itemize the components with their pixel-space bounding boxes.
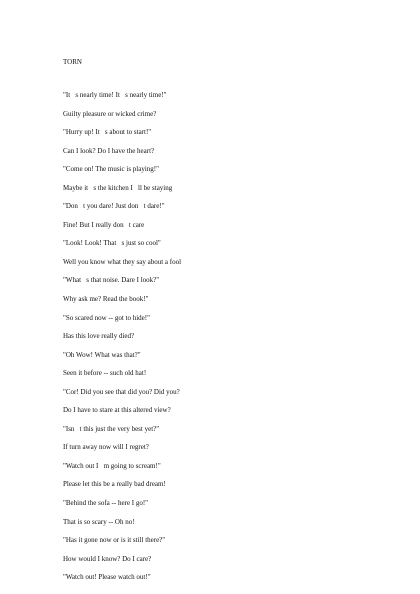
- poem-line: "Hurry up! It s about to start!": [63, 128, 152, 137]
- poem-line: "So scared now -- got to hide!": [63, 313, 150, 322]
- poem-line: "Come on! The music is playing!": [63, 165, 159, 174]
- poem-title: TORN: [63, 58, 82, 66]
- poem-line: "Isn t this just the very best yet?": [63, 424, 160, 433]
- poem-line: Maybe it s the kitchen I ll be staying: [63, 183, 173, 192]
- poem-line: Fine! But I really don t care: [63, 220, 145, 229]
- poem-line: Well you know what they say about a fool: [63, 257, 182, 266]
- poem-lines: [63, 91, 363, 592]
- poem-line: Please let this be a really bad dream!: [63, 480, 166, 489]
- poem-line: "Behind the sofa -- here I go!": [63, 499, 149, 508]
- poem-line: "Watch out I m going to scream!": [63, 461, 161, 470]
- poem-line: How would I know? Do I care?: [63, 554, 152, 563]
- poem-line: Can I look? Do I have the heart?: [63, 146, 155, 155]
- poem-line: "Oh Wow! What was that?": [63, 350, 141, 359]
- poem-line: Guilty pleasure or wicked crime?: [63, 109, 157, 118]
- poem-line: "It s nearly time! It s nearly time!": [63, 91, 167, 99]
- poem-line: "Cor! Did you see that did you? Did you?: [63, 387, 180, 396]
- poem-line: Seen it before -- such old hat!: [63, 369, 147, 378]
- poem-line: Has this love really died?: [63, 332, 135, 341]
- poem-line: "Don t you dare! Just don t dare!": [63, 202, 165, 211]
- poem-line: "What s that noise. Dare I look?": [63, 276, 160, 285]
- poem-line: That is so scary -- Oh no!: [63, 517, 135, 526]
- poem-line: Why ask me? Read the book!": [63, 295, 149, 304]
- poem-line: "Watch out! Please watch out!": [63, 573, 151, 582]
- poem-line: "Has it gone now or is it still there?": [63, 536, 166, 545]
- poem-line: If turn away now will I regret?: [63, 443, 149, 452]
- poem-line: Do I have to stare at this altered view?: [63, 406, 171, 415]
- poem-line: "Look! Look! That s just so cool": [63, 239, 161, 248]
